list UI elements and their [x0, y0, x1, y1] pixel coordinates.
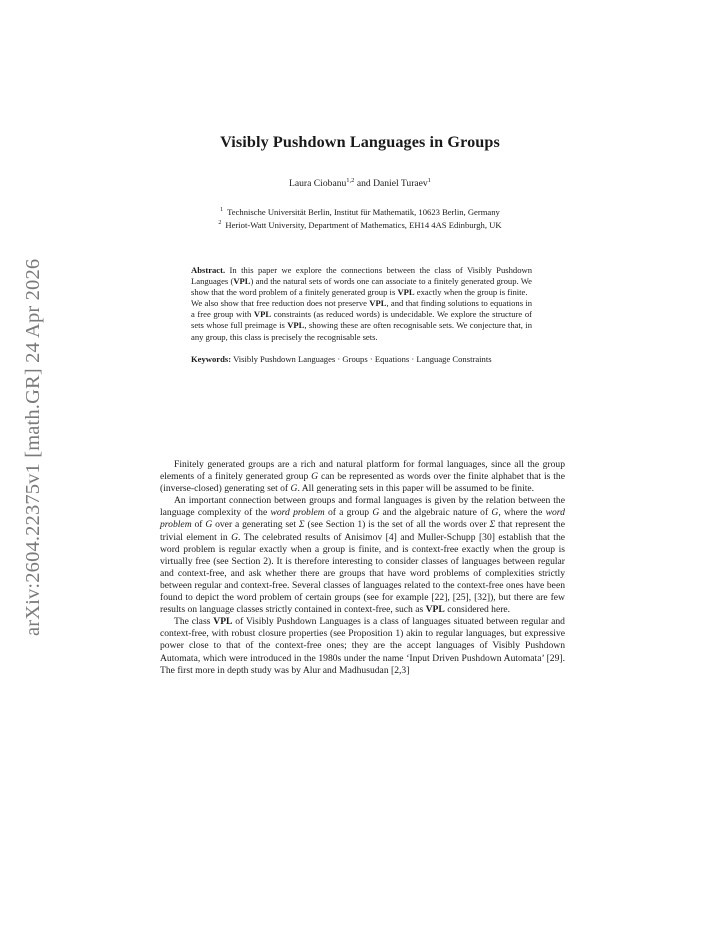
abstract-paragraph-1: Abstract. In this paper we explore the connections between the class of Visibly Pushdown Languages (VPL) and the natural sets of words one can associate to a finitely generated group. We show that the word problem of a finitely generated group is VPL exactly when the group is finite.: [191, 265, 532, 298]
affiliations: [0, 205, 720, 231]
vpl-term: VPL: [253, 309, 272, 320]
vpl-term: VPL: [397, 287, 415, 298]
keywords-label: Keywords:: [191, 353, 232, 364]
body-paragraph-3: The class VPL of Visibly Pushdown Languages is a class of languages situated between regular and context-free, with robust closure properties (see Proposition 1) akin to regular languages, but expressive power close to that of the context-free ones; they are the accept languages of Visibly Pushdown Automata, which were introduced in the 1980s under the name ‘Input Driven Pushdown Automata’ [29]. The first more in depth study was by Alur and Madhusudan [2,3]: [160, 616, 565, 676]
abstract-label: Abstract.: [191, 265, 226, 275]
vpl-term: VPL: [287, 320, 305, 331]
affiliation-mark: 2: [218, 219, 222, 226]
paper-title: Visibly Pushdown Languages in Groups: [220, 133, 500, 151]
body-paragraph-1: Finitely generated groups are a rich and natural platform for formal languages, since all the group elements of a finitely generated group G can be represented as words over the finite alphabet that is the (inverse-closed) generating set of G. All generating sets in this paper will be assumed to be finite.: [160, 459, 565, 495]
keywords: [191, 354, 532, 365]
affiliation-1: [0, 205, 720, 218]
body-text: [160, 459, 565, 677]
author-name: Laura Ciobanu: [289, 178, 347, 190]
vpl-term: VPL: [213, 616, 233, 628]
keywords-text: Visibly Pushdown Languages · Groups · Equations · Language Constraints: [231, 353, 492, 364]
abstract-paragraph-2: We also show that free reduction does not preserve VPL, and that finding solutions to equations in a free group with VPL constraints (as reduced words) is undecidable. We explore the structure of sets whose full preimage is VPL, showing these are often recognisable sets. We conjecture that, in any group, this class is precisely the recognisable sets.: [191, 298, 533, 342]
author-affil-mark: 1: [427, 177, 431, 184]
author-conjunction: and: [354, 178, 374, 190]
abstract: [191, 265, 532, 365]
arxiv-identifier: arXiv:2604.22375v1 [math.GR] 24 Apr 2026: [22, 258, 44, 637]
affiliation-mark: 1: [220, 207, 224, 213]
body-paragraph-2: An important connection between groups and formal languages is given by the relation between the language complexity of the word problem of a group G and the algebraic nature of G, where the word problem of G over a generating set Σ (see Section 1) is the set of all the words over Σ that represent the trivial element in G. The celebrated results of Anisimov [4] and Muller-Schupp [30] establish that the word problem is regular exactly when a group is finite, and is context-free exactly when the group is virtually free (see Section 2). It is therefore interesting to consider classes of languages between regular and context-free, and ask whether there are groups that have word problems of complexities strictly between regular and context-free. Several classes of languages related to the context-free ones have been found to depict the word problem of certain groups (see for example [22], [25], [32]), but there are few results on language classes strictly contained in context-free, such as VPL considered here.: [160, 495, 565, 616]
affiliation-2: [0, 218, 720, 231]
author-line: [0, 177, 720, 189]
vpl-term: VPL: [369, 298, 387, 309]
affiliation-text: Technische Universität Berlin, Institut für Mathematik, 10623 Berlin, Germany: [227, 206, 500, 217]
author-affil-mark: 1,2: [346, 177, 355, 184]
vpl-term: VPL: [233, 276, 251, 287]
affiliation-text: Heriot-Watt University, Department of Mathematics, EH14 4AS Edinburgh, UK: [225, 219, 502, 230]
author-name: Daniel Turaev: [373, 178, 428, 190]
vpl-term: VPL: [425, 604, 445, 616]
